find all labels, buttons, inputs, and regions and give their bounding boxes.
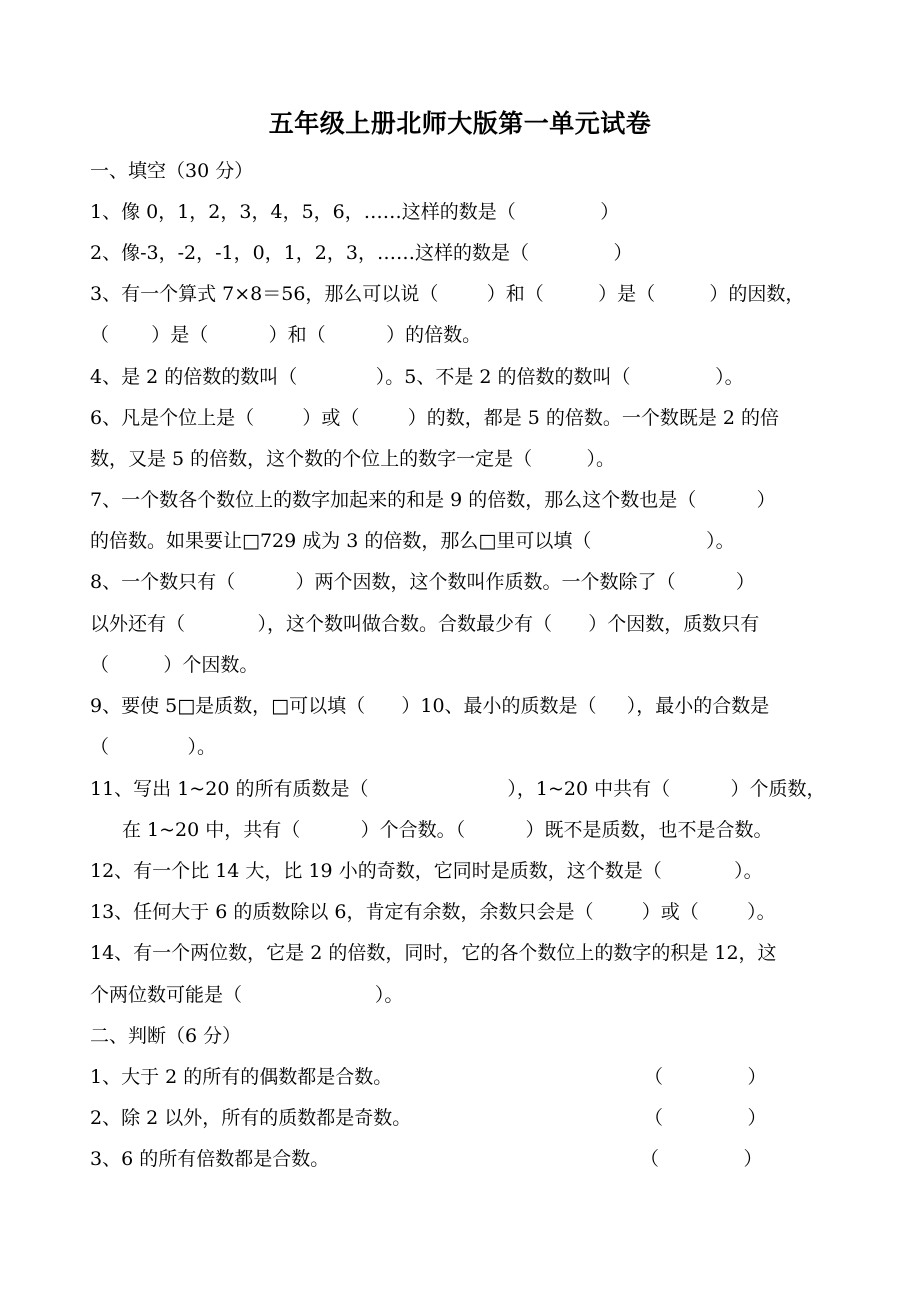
judge-item-1-answer: （ ） (644, 1066, 767, 1088)
question-3-line-2: （ ）是（ ）和（ ）的倍数。 (90, 324, 482, 346)
page-title: 五年级上册北师大版第一单元试卷 (268, 109, 652, 138)
judge-item-2-answer: （ ） (644, 1107, 767, 1129)
question-6-line-2: 数，又是 5 的倍数，这个数的个位上的数字一定是（ ）。 (90, 448, 616, 470)
question-1: 1、像 0，1，2，3，4，5，6，……这样的数是（ ） (90, 201, 620, 223)
question-8-line-3: （ ）个因数。 (90, 654, 259, 676)
question-4-5: 4、是 2 的倍数的数叫（ ）。5、不是 2 的倍数的数叫（ ）。 (90, 366, 744, 388)
judge-item-1-text: 1、大于 2 的所有的偶数都是合数。 (90, 1066, 393, 1088)
question-13: 13、任何大于 6 的质数除以 6，肯定有余数，余数只会是（ ）或（ ）。 (90, 901, 776, 923)
question-14-line-2: 个两位数可能是（ ）。 (90, 984, 404, 1006)
question-8-line-1: 8、一个数只有（ ）两个因数，这个数叫作质数。一个数除了（ ） (90, 571, 755, 593)
question-9-10-line-2: （ ）。 (90, 736, 217, 758)
question-3-line-1: 3、有一个算式 7×8＝56，那么可以说（ ）和（ ）是（ ）的因数， (90, 283, 805, 305)
question-7-line-2: 的倍数。如果要让□729 成为 3 的倍数，那么□里可以填（ ）。 (90, 530, 735, 552)
question-14-line-1: 14、有一个两位数，它是 2 的倍数，同时，它的各个数位上的数字的积是 12，这 (90, 942, 777, 964)
question-11-line-2: 在 1~20 中，共有（ ）个合数。（ ）既不是质数，也不是合数。 (122, 819, 773, 841)
judge-item-3-text: 3、6 的所有倍数都是合数。 (90, 1148, 330, 1170)
question-12: 12、有一个比 14 大，比 19 小的奇数，它同时是质数，这个数是（ ）。 (90, 860, 763, 882)
judge-item-2-text: 2、除 2 以外，所有的质数都是奇数。 (90, 1107, 412, 1129)
question-6-line-1: 6、凡是个位上是（ ）或（ ）的数，都是 5 的倍数。一个数既是 2 的倍 (90, 407, 780, 429)
question-2: 2、像-3，-2，-1，0，1，2，3，……这样的数是（ ） (90, 242, 633, 264)
section-heading-judge: 二、判断（6 分） (90, 1025, 242, 1047)
question-11-line-1: 11、写出 1~20 的所有质数是（ ），1~20 中共有（ ）个质数， (90, 778, 826, 800)
section-heading-fill: 一、填空（30 分） (90, 160, 254, 182)
judge-item-3-answer: （ ） (640, 1148, 763, 1170)
question-8-line-2: 以外还有（ ），这个数叫做合数。合数最少有（ ）个因数，质数只有 (90, 613, 760, 635)
question-9-10-line-1: 9、要使 5□是质数，□可以填（ ）10、最小的质数是（ ），最小的合数是 (90, 695, 770, 717)
question-7-line-1: 7、一个数各个数位上的数字加起来的和是 9 的倍数，那么这个数也是（ ） (90, 489, 776, 511)
